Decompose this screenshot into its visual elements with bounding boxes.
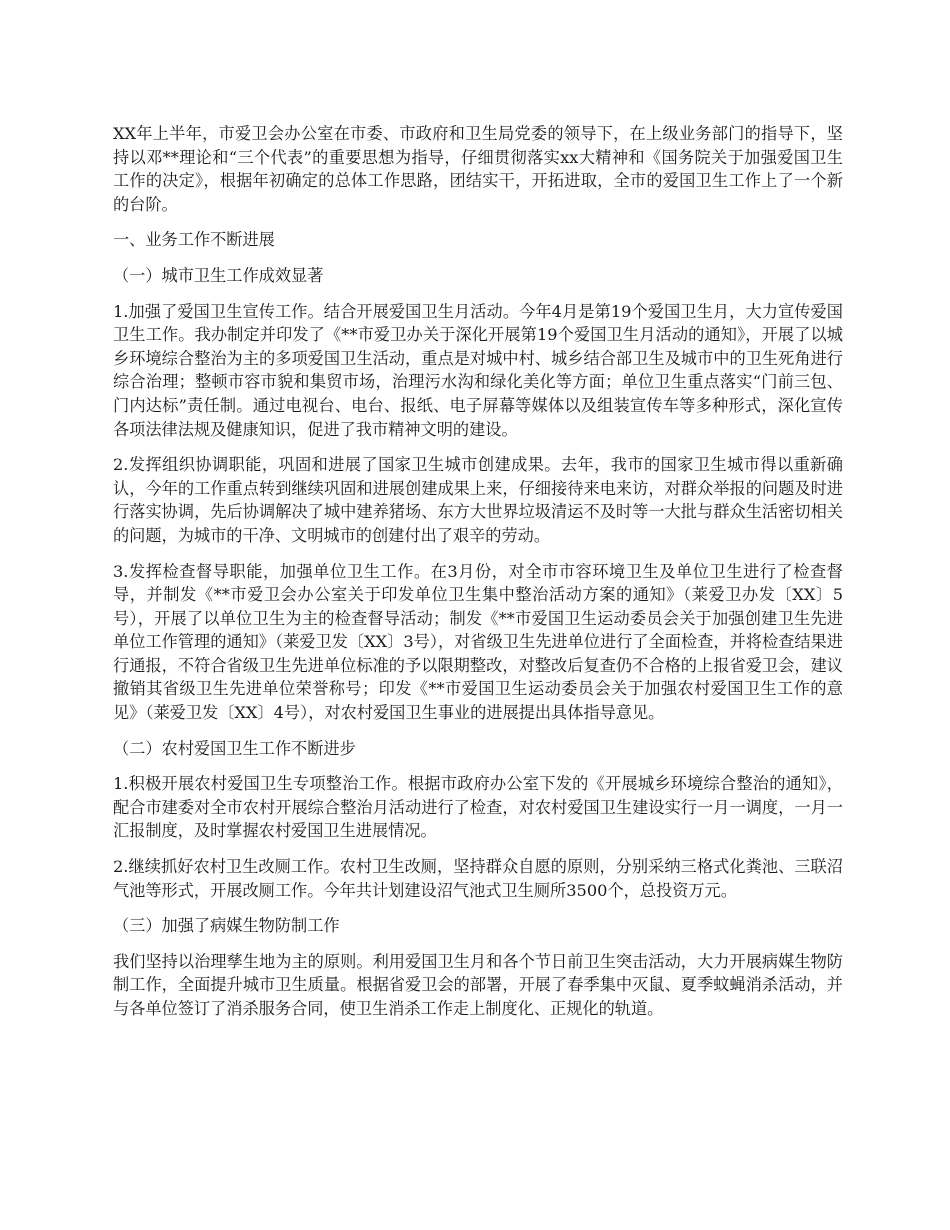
subsection-3-paragraph-1: 我们坚持以治理孳生地为主的原则。利用爱国卫生月和各个节日前卫生突击活动，大力开展病媒生物防制工作，全面提升城市卫生质量。根据省爱卫会的部署，开展了春季集中灭鼠、夏季蚊蝇消杀活动，并与各单位签订了消杀服务合同，使卫生消杀工作走上制度化、正规化的轨道。 <box>113 951 843 1018</box>
subsection-1-paragraph-2: 2.发挥组织协调职能，巩固和进展了国家卫生城市创建成果。去年，我市的国家卫生城市得以重新确认，今年的工作重点转到继续巩固和进展创建成果上来，仔细接待来电来访，对群众举报的问题及时进行落实协调，先后协调解决了城中建养猪场、东方大世界垃圾清运不及时等一大批与群众生活密切相关的问题，为城市的干净、文明城市的创建付出了艰辛的劳动。 <box>113 455 843 545</box>
subsection-1-paragraph-1: 1.加强了爱国卫生宣传工作。结合开展爱国卫生月活动。今年4月是第19个爱国卫生月，大力宣传爱国卫生工作。我办制定并印发了《**市爱卫办关于深化开展第19个爱国卫生月活动的通知》，开展了以城乡环境综合整治为主的多项爱国卫生活动，重点是对城中村、城乡结合部卫生及城市中的卫生死角进行综合治理；整顿市容市貌和集贸市场，治理污水沟和绿化美化等方面；单位卫生重点落实“门前三包、门内达标”责任制。通过电视台、电台、报纸、电子屏幕等媒体以及组装宣传车等多种形式，深化宣传各项法律法规及健康知识，促进了我市精神文明的建设。 <box>113 301 843 439</box>
section-1-heading: 一、业务工作不断进展 <box>113 230 275 250</box>
document-body <box>113 122 843 1033</box>
subsection-3-heading: （三）加强了病媒生物防制工作 <box>113 916 340 936</box>
subsection-1-paragraph-3: 3.发挥检查督导职能，加强单位卫生工作。在3月份，对全市市容环境卫生及单位卫生进行了检查督导，并制发《**市爱卫会办公室关于印发单位卫生集中整治活动方案的通知》（莱爱卫办发〔XX〕5号），开展了以单位卫生为主的检查督导活动；制发《**市爱国卫生运动委员会关于加强创建卫生先进单位工作管理的通知》（莱爱卫发〔XX〕3号），对省级卫生先进单位进行了全面检查，并将检查结果进行通报，不符合省级卫生先进单位标准的予以限期整改，对整改后复查仍不合格的上报省爱卫会，建议撤销其省级卫生先进单位荣誉称号；印发《**市爱国卫生运动委员会关于加强农村爱国卫生工作的意见》（莱爱卫发〔XX〕4号），对农村爱国卫生事业的进展提出具体指导意见。 <box>113 561 843 723</box>
intro-paragraph: XX年上半年，市爱卫会办公室在市委、市政府和卫生局党委的领导下，在上级业务部门的指导下，坚持以邓**理论和“三个代表”的重要思想为指导，仔细贯彻落实xx大精神和《国务院关于加强爱国卫生工作的决定》，根据年初确定的总体工作思路，团结实干，开拓进取，全市的爱国卫生工作上了一个新的台阶。 <box>113 124 843 214</box>
subsection-1-heading: （一）城市卫生工作成效显著 <box>113 265 324 285</box>
subsection-2-heading: （二）农村爱国卫生工作不断进步 <box>113 738 356 758</box>
subsection-2-paragraph-2: 2.继续抓好农村卫生改厕工作。农村卫生改厕，坚持群众自愿的原则，分别采纳三格式化粪池、三联沼气池等形式，开展改厕工作。今年共计划建设沼气池式卫生厕所3500个，总投资万元。 <box>113 857 843 900</box>
subsection-2-paragraph-1: 1.积极开展农村爱国卫生专项整治工作。根据市政府办公室下发的《开展城乡环境综合整治的通知》，配合市建委对全市农村开展综合整治月活动进行了检查，对农村爱国卫生建设实行一月一调度，一月一汇报制度，及时掌握农村爱国卫生进展情况。 <box>113 774 843 841</box>
